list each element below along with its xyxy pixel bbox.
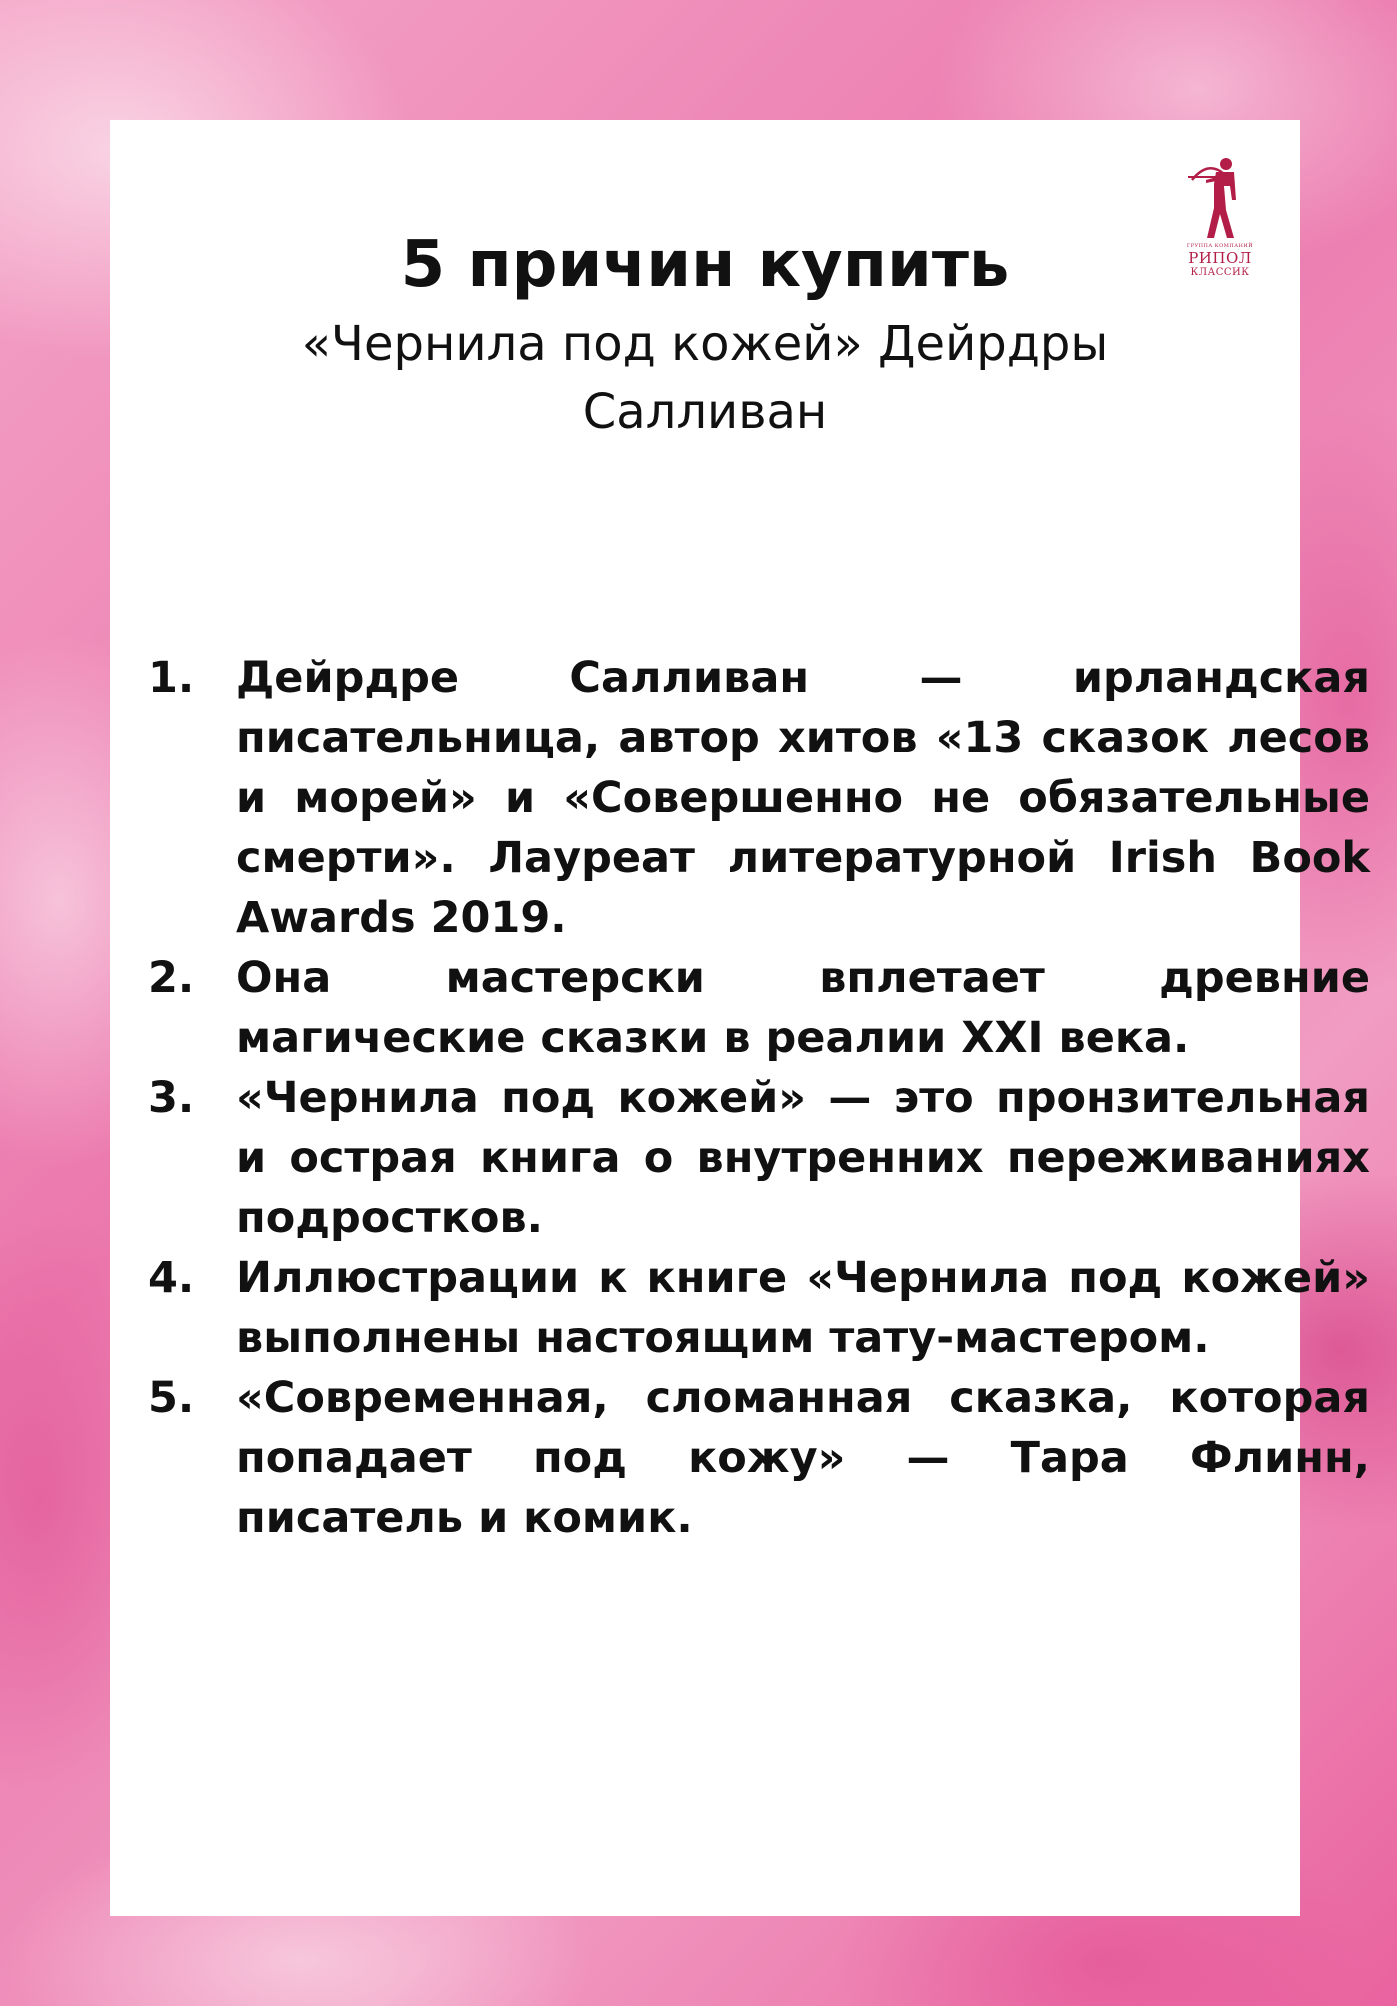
content-card (110, 120, 1370, 1916)
list-item-text: «Чернила под кожей» — это пронзительная и острая книга о внутренних переживаниях подростков. (236, 1073, 1370, 1243)
logo-subname: КЛАССИК (1190, 267, 1250, 278)
list-item (148, 1248, 1370, 1368)
logo-group-text: ГРУППА КОМПАНИЙ (1186, 243, 1254, 249)
list-item-text: «Современная, сломанная сказка, которая попадает под кожу» — Тара Флинн, писатель и комик. (236, 1373, 1370, 1543)
reasons-list (148, 648, 1370, 1548)
list-item-number: 5. (148, 1373, 195, 1423)
list-item (148, 648, 1370, 948)
list-item-text: Она мастерски вплетает древние магические сказки в реалии XXI века. (236, 953, 1370, 1063)
list-item-number: 4. (148, 1253, 195, 1303)
page-subtitle: «Чернила под кожей» Дейрдры Салливан (301, 316, 1109, 440)
page-title: 5 причин купить (400, 228, 1010, 302)
logo-name: РИПОЛ (1188, 249, 1252, 267)
list-item-text: Иллюстрации к книге «Чернила под кожей» выполнены настоящим тату-мастером. (236, 1253, 1370, 1363)
list-item (148, 948, 1370, 1068)
list-item (148, 1068, 1370, 1248)
list-item (148, 1368, 1370, 1548)
list-item-number: 3. (148, 1073, 195, 1123)
list-item-number: 1. (148, 653, 195, 703)
list-item-text: Дейрдре Салливан — ирландская писательница, автор хитов «13 сказок лесов и морей» и «Совершенно не обязательные смерти». Лауреат литературной Irish Book Awards 2019. (236, 653, 1370, 943)
list-item-number: 2. (148, 953, 195, 1003)
